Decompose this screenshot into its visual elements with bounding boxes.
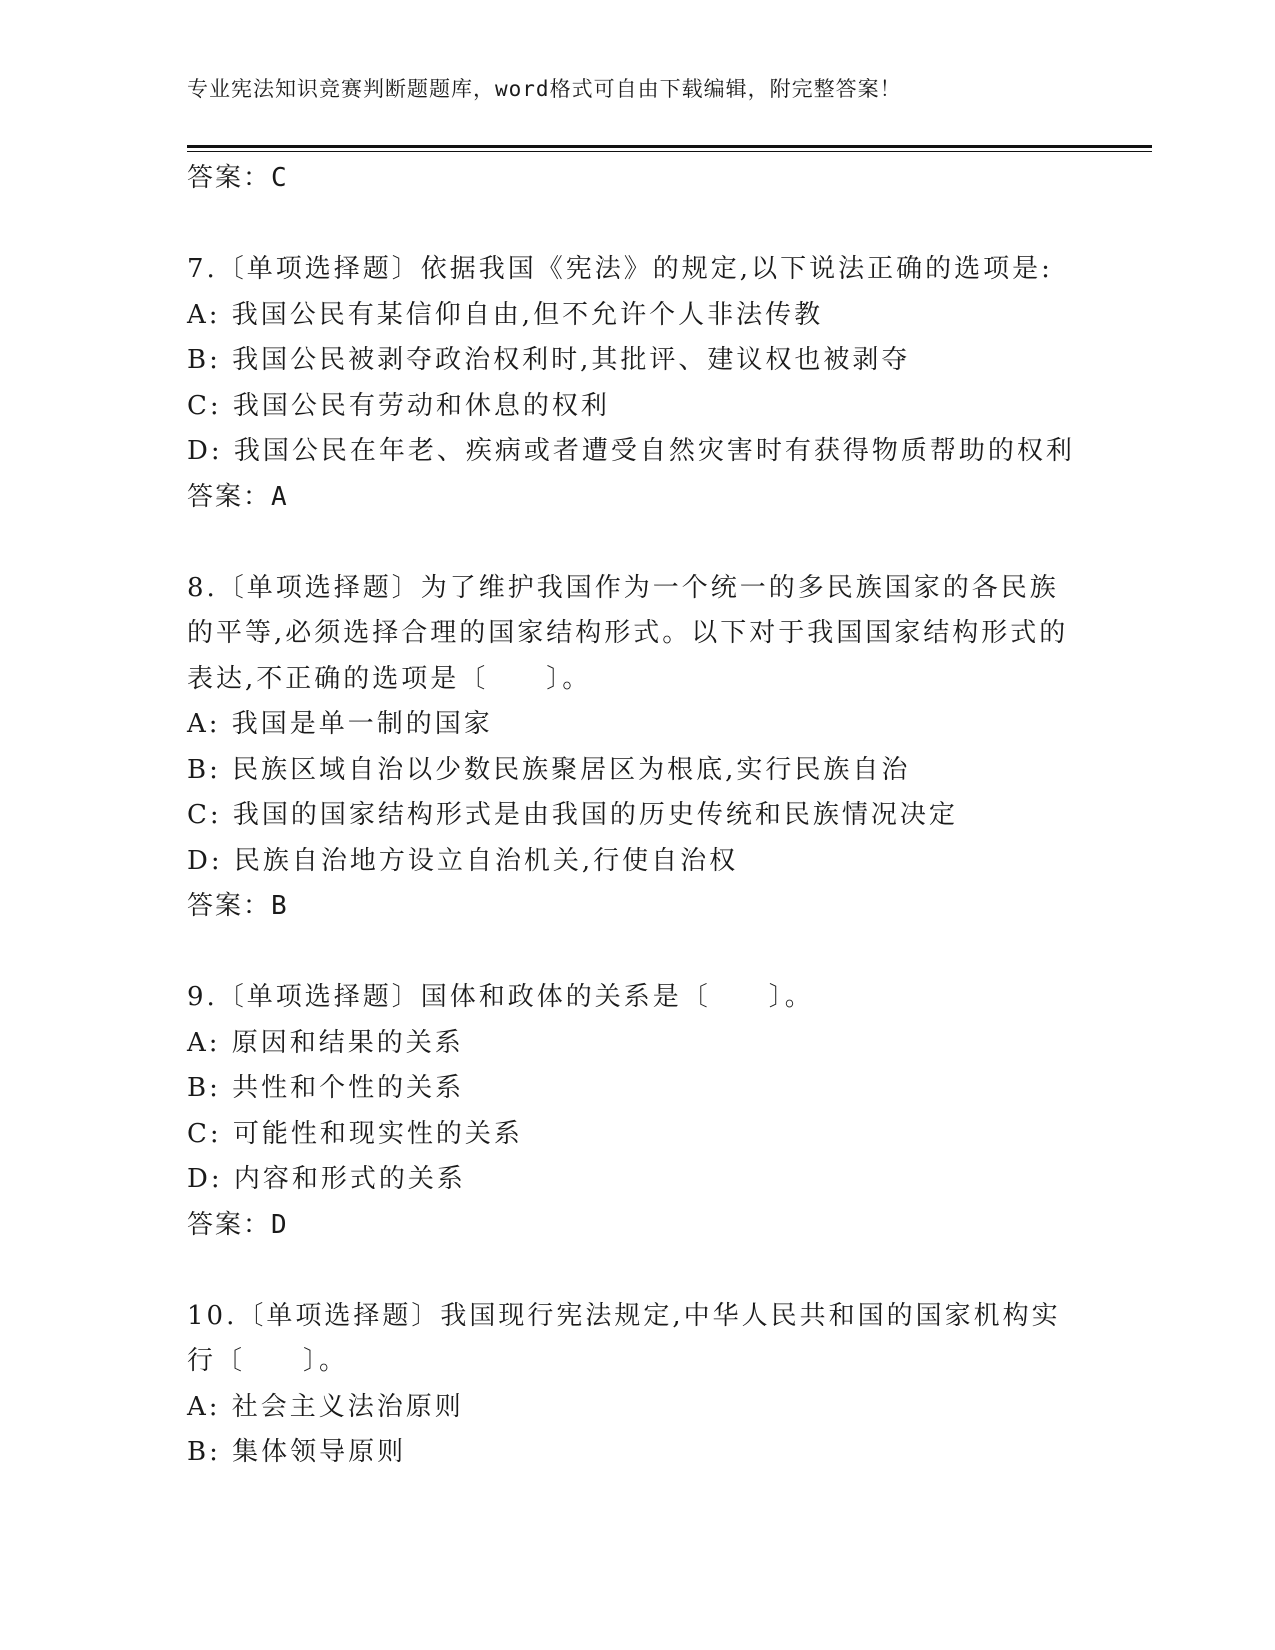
question-line: 的平等,必须选择合理的国家结构形式。以下对于我国国家结构形式的 (187, 618, 1069, 648)
question-line: D: 我国公民在年老、疾病或者遭受自然灾害时有获得物质帮助的权利 (187, 436, 1075, 466)
question-line: 9.〔单项选择题〕国体和政体的关系是〔 〕。 (187, 982, 814, 1012)
spacer (187, 1248, 1077, 1294)
question-line: C: 我国公民有劳动和休息的权利 (187, 390, 610, 421)
question-line: A: 我国公民有某信仰自由,但不允许个人非法传教 (187, 299, 824, 330)
spacer (187, 520, 1077, 566)
question-line: 8.〔单项选择题〕为了维护我国作为一个统一的多民族国家的各民族 (187, 572, 1059, 603)
answer-line: 答案：C (187, 163, 289, 193)
question-line: A: 我国是单一制的国家 (187, 709, 493, 739)
spacer (187, 202, 1077, 248)
question-line: 行〔 〕。 (187, 1346, 349, 1376)
header-rule-thin (187, 151, 1152, 152)
question-line: A: 原因和结果的关系 (187, 1027, 464, 1058)
question-line: D: 民族自治地方设立自治机关,行使自治权 (187, 845, 739, 876)
question-line: C: 我国的国家结构形式是由我国的历史传统和民族情况决定 (187, 800, 958, 830)
answer-line: 答案：A (187, 481, 289, 512)
question-line: 10.〔单项选择题〕我国现行宪法规定,中华人民共和国的国家机构实 (187, 1300, 1061, 1331)
answer-line: 答案：B (187, 891, 289, 921)
header-rule-thick (187, 145, 1152, 148)
question-line: D: 内容和形式的关系 (187, 1164, 466, 1194)
question-line: 表达,不正确的选项是〔 〕。 (187, 663, 592, 694)
question-line: B: 我国公民被剥夺政治权利时,其批评、建议权也被剥夺 (187, 345, 911, 375)
question-line: B: 民族区域自治以少数民族聚居区为根底,实行民族自治 (187, 754, 911, 785)
question-line: B: 集体领导原则 (187, 1437, 407, 1467)
spacer (187, 930, 1077, 976)
question-line: C: 可能性和现实性的关系 (187, 1118, 523, 1149)
answer-line: 答案：D (187, 1209, 289, 1240)
question-line: 7.〔单项选择题〕依据我国《宪法》的规定,以下说法正确的选项是: (187, 254, 1053, 284)
page-header: 专业宪法知识竞赛判断题题库，word格式可自由下载编辑，附完整答案！ (187, 77, 902, 101)
question-list (187, 156, 1077, 1476)
question-line: B: 共性和个性的关系 (187, 1073, 465, 1103)
question-line: A: 社会主义法治原则 (187, 1391, 464, 1422)
